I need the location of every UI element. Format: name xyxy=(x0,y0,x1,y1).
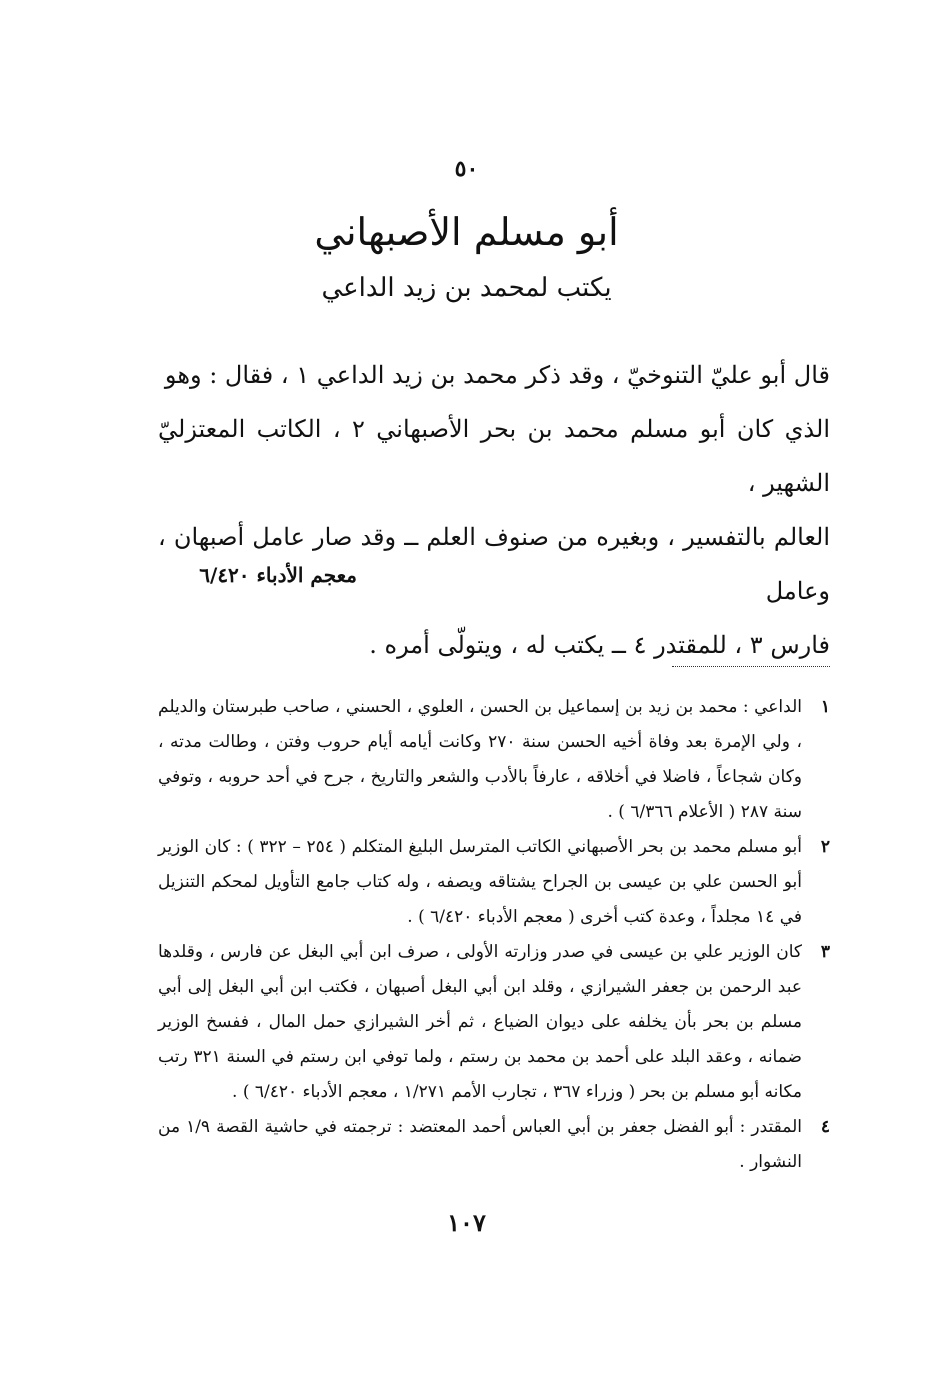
footnote-number: ٤ xyxy=(820,1117,830,1137)
footnote-number: ٣ xyxy=(820,942,830,962)
footnote-text: كان الوزير علي بن عيسى في صدر وزارته الأولى ، صرف ابن أبي البغل عن فارس ، وقلدها عبد الرحمن بن جعفر الشيرازي ، وقلد ابن أبي البغل أصبهان ، فكتب ابن أبي البغل إلى أبي مسلم بن بحر بأن يخلفه على ديوان الضياع ، ثم أخر الشيرازي حمل المال ، ففسخ الوزير ضمانه ، وعقد البلد على أحمد بن محمد بن رستم ، ولما توفي ابن رستم في السنة ٣٢١ رتب مكانه أبو مسلم بن بحر ( وزراء ٣٦٧ ، تجارب الأمم ١/٢٧١ ، معجم الأدباء ٦/٤٢٠ ) . xyxy=(158,942,802,1102)
letter-subtitle: يكتب لمحمد بن زيد الداعي xyxy=(321,273,612,303)
source-citation: معجم الأدباء ٦/٤٢٠ xyxy=(199,563,357,587)
footnote xyxy=(158,935,830,1110)
footnote-number: ١ xyxy=(820,697,830,717)
footnote-number: ٢ xyxy=(820,837,830,857)
main-text-line: قال أبو عليّ التنوخيّ ، وقد ذكر محمد بن زيد الداعي ١ ، فقال : وهو xyxy=(164,361,830,389)
footnote xyxy=(158,1110,830,1180)
main-text-line: فارس ٣ ، للمقتدر ٤ ــ يكتب له ، ويتولّى أمره . xyxy=(369,631,830,659)
footnotes xyxy=(158,690,830,1180)
letter-number: ٥٠ xyxy=(454,156,479,182)
letter-title: أبو مسلم الأصبهاني xyxy=(314,210,619,254)
main-text-line: الذي كان أبو مسلم محمد بن بحر الأصبهاني ٢ ، الكاتب المعتزليّ الشهير ، xyxy=(158,415,831,497)
footnote-text: الداعي : محمد بن زيد بن إسماعيل بن الحسن ، العلوي ، الحسني ، صاحب طبرستان والديلم ، ولي الإمرة بعد وفاة أخيه الحسن سنة ٢٧٠ وكانت أيامه أيام حروب وفتن ، وطالت مدته ، وكان شجاعاً ، فاضلا في أخلاقه ، عارفاً بالأدب والشعر والتاريخ ، جرح في أحد حروبه ، وتوفي سنة ٢٨٧ ( الأعلام ٦/٣٦٦ ) . xyxy=(158,697,802,822)
main-text-line: العالم بالتفسير ، وبغيره من صنوف العلم ــ وقد صار عامل أصبهان ، وعامل xyxy=(158,523,830,605)
footnote-text: المقتدر : أبو الفضل جعفر بن أبي العباس أحمد المعتضد : ترجمته في حاشية القصة ١/٩ من النشوار . xyxy=(158,1117,802,1172)
footnote-text: أبو مسلم محمد بن بحر الأصبهاني الكاتب المترسل البليغ المتكلم ( ٢٥٤ – ٣٢٢ ) : كان الوزير أبو الحسن علي بن عيسى بن الجراح يشتاقه ويصفه ، وله كتاب جامع التأويل لمحكم التنزيل في ١٤ مجلداً ، وعدة كتب أخرى ( معجم الأدباء ٦/٤٢٠ ) . xyxy=(158,837,802,927)
main-text xyxy=(158,348,830,672)
footnote xyxy=(158,690,830,830)
page-number: ١٠٧ xyxy=(447,1208,486,1237)
footnote-divider xyxy=(672,666,830,667)
footnote xyxy=(158,830,830,935)
